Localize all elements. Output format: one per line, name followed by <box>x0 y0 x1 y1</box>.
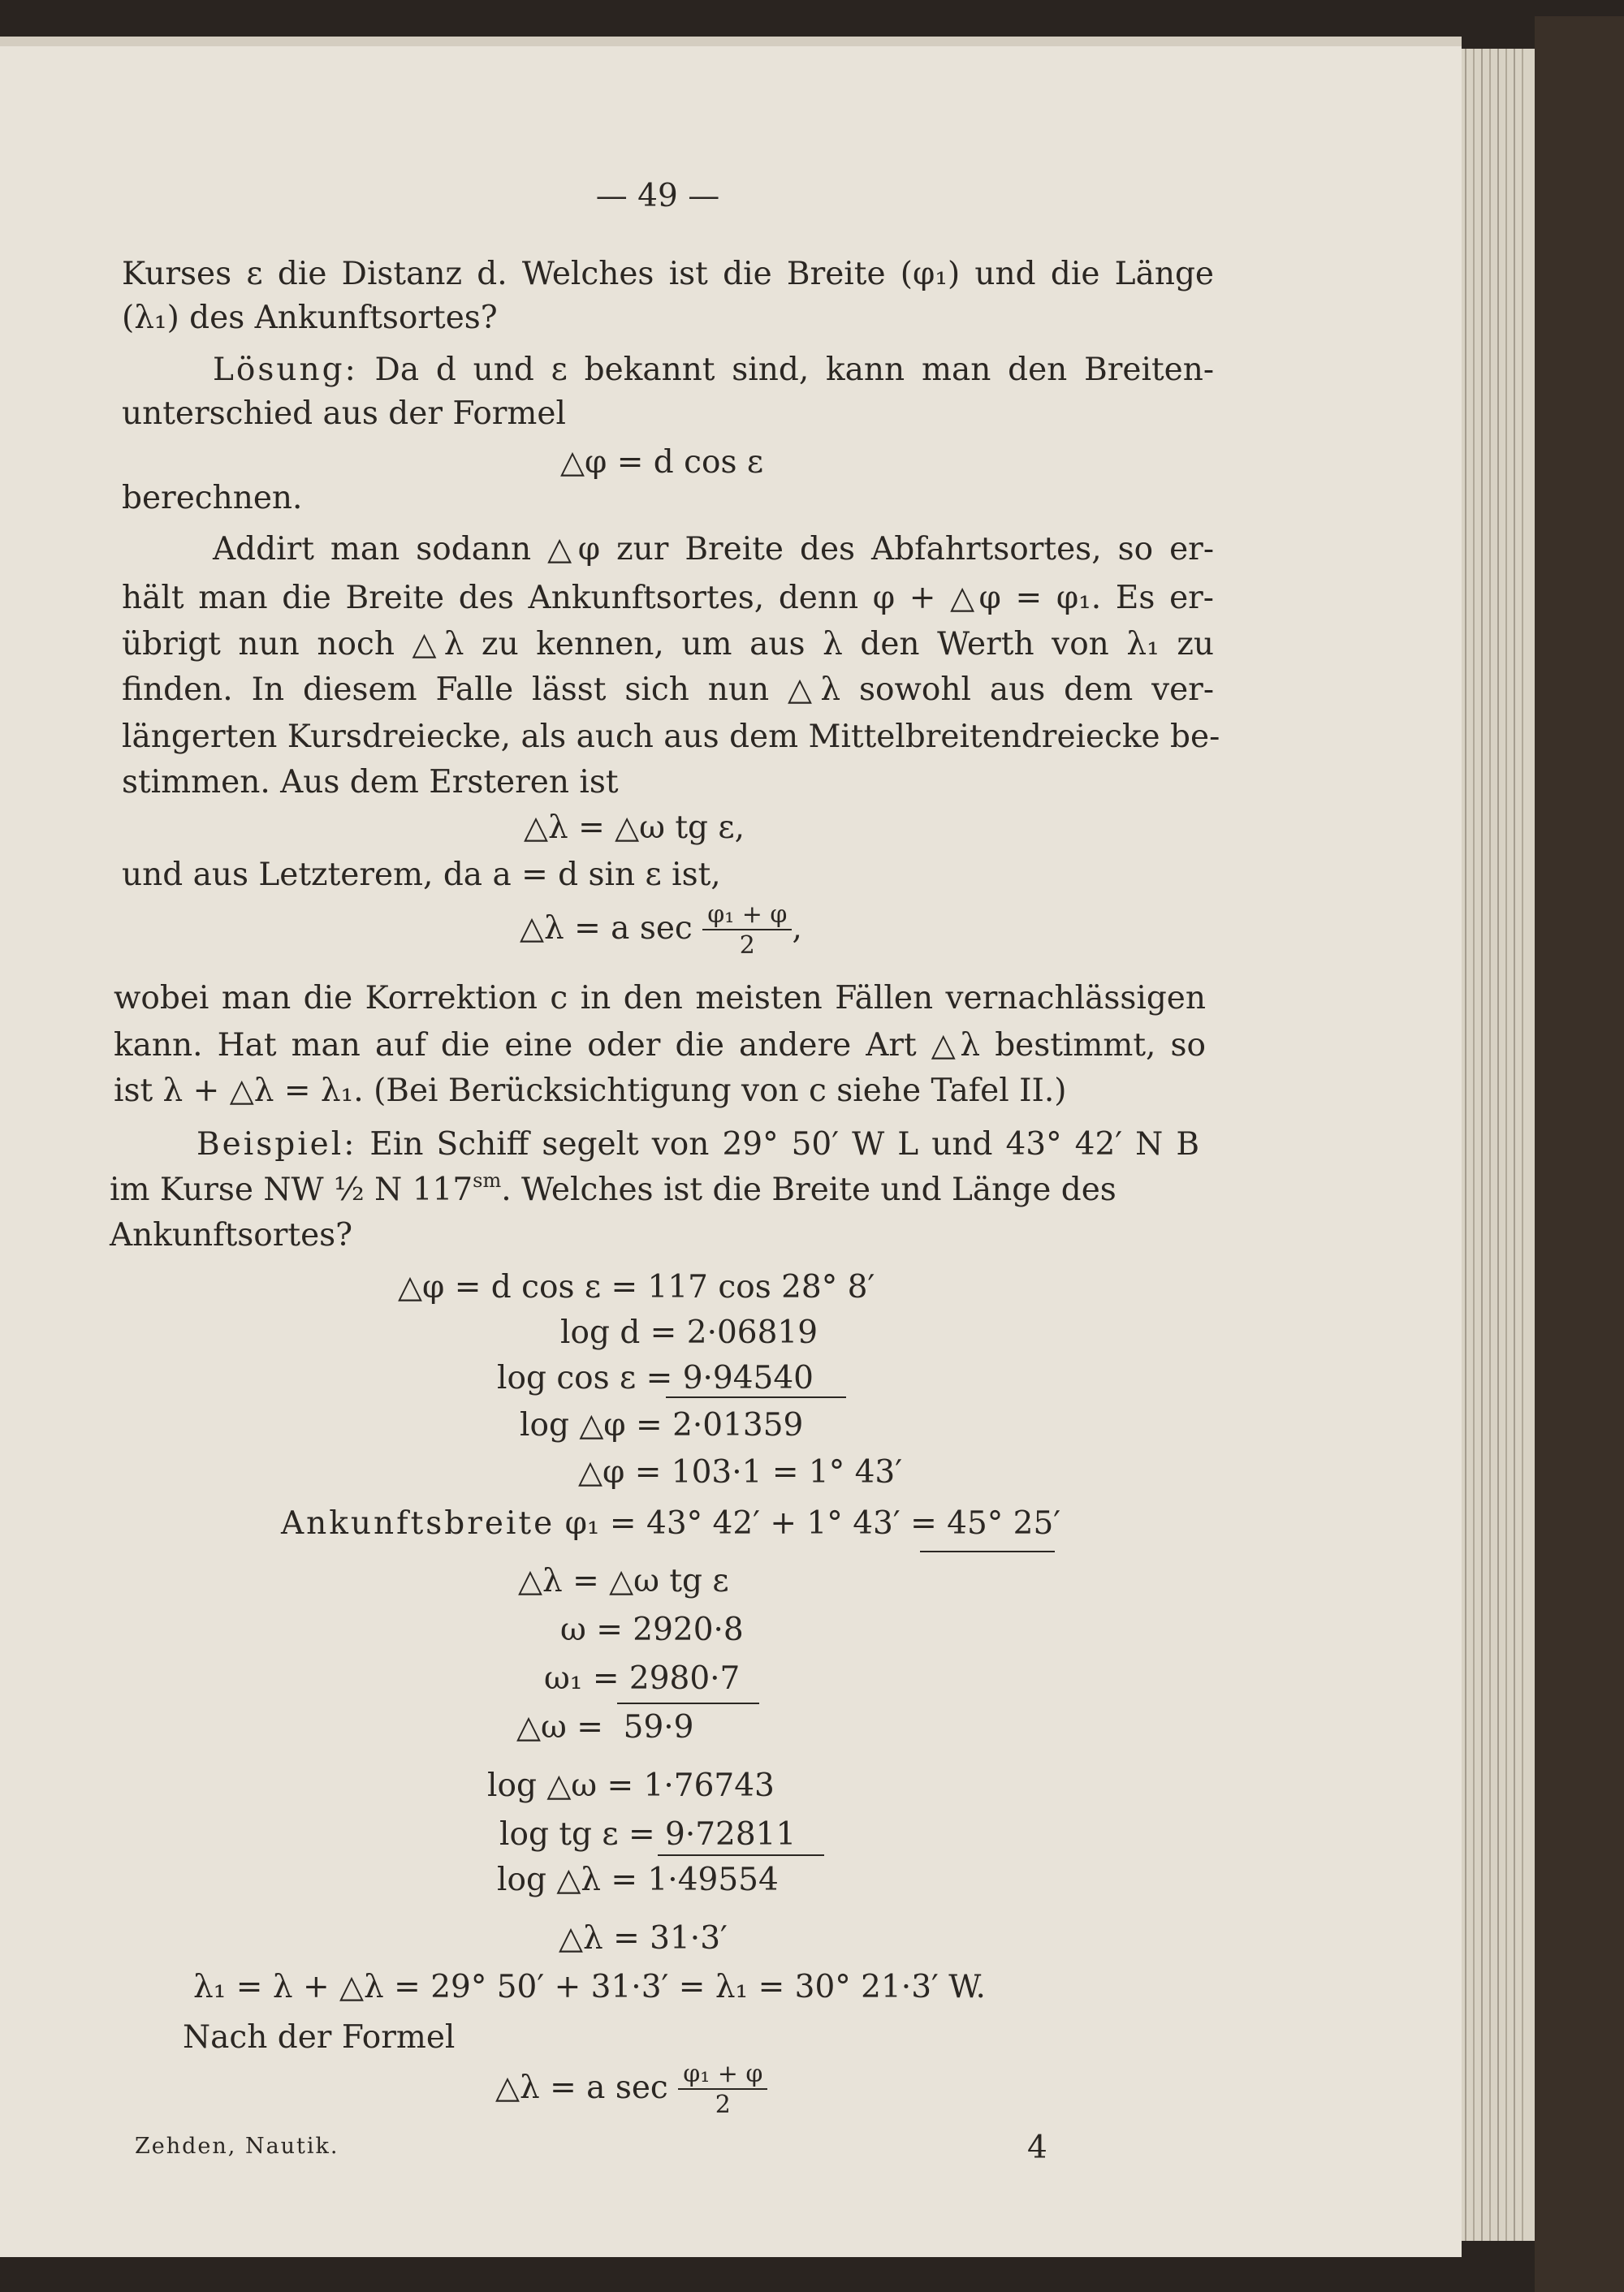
calc-line-4: log △φ = 2·01359 <box>520 1407 804 1444</box>
text-line-10: längerten Kursdreiecke, als auch aus dem Mittelbreitendreiecke be- <box>122 719 1220 755</box>
label-ankunftsbreite: Ankunftsbreite <box>281 1505 555 1542</box>
fraction-2-numerator: φ₁ + φ <box>678 2062 767 2090</box>
result-underline <box>920 1551 1055 1552</box>
calc-line-9: ω₁ = 2980·7 <box>544 1660 741 1697</box>
calc-line-3: log cos ε = 9·94540 <box>497 1360 814 1396</box>
text-line-14: kann. Hat man auf die eine oder die andere Art △λ bestimmt, so <box>114 1027 1206 1064</box>
calc-line-7: △λ = △ω tg ε <box>518 1563 729 1599</box>
calc-line-12: log tg ε = 9·72811 <box>499 1816 797 1853</box>
footer-signature: Zehden, Nautik. <box>135 2134 339 2159</box>
text-line-3 <box>213 354 1214 386</box>
text-line-16 <box>197 1126 1200 1163</box>
text-line-16-rest: Ein Schiff segelt von 29° 50′ W L und 43° 42′ N B <box>369 1126 1200 1163</box>
text-line-1: Kurses ε die Distanz d. Welches ist die Breite (φ₁) und die Länge <box>122 256 1214 292</box>
calc-line-16: Nach der Formel <box>183 2019 456 2056</box>
text-line-9: finden. In diesem Falle lässt sich nun △λ sowohl aus dem ver- <box>122 671 1214 708</box>
text-line-15: ist λ + △λ = λ₁. (Bei Berücksichtigung von c siehe Tafel II.) <box>114 1073 1067 1109</box>
text-line-13: wobei man die Korrektion c in den meisten Fällen vernachlässigen <box>114 980 1206 1017</box>
calc-line-13: log △λ = 1·49554 <box>497 1862 779 1898</box>
page-number-line: — 49 — <box>595 178 720 214</box>
formula-lambda-sec-2-left: △λ = a sec <box>495 2070 668 2106</box>
calc-line-10: △ω = 59·9 <box>516 1709 694 1746</box>
text-line-17 <box>110 1169 1116 1208</box>
fraction <box>702 900 792 960</box>
fraction-denominator: 2 <box>739 931 755 960</box>
fraction-numerator: φ₁ + φ <box>702 903 792 930</box>
calc-line-11: log △ω = 1·76743 <box>487 1768 775 1804</box>
text-line-7: hält man die Breite des Ankunftsortes, denn φ + △φ = φ₁. Es er- <box>122 580 1214 616</box>
formula-lambda-omega: △λ = △ω tg ε, <box>524 809 745 846</box>
calc-line-5: △φ = 103·1 = 1° 43′ <box>578 1454 903 1491</box>
text-line-6: Addirt man sodann △φ zur Breite des Abfahrtsortes, so er- <box>213 531 1214 568</box>
formula-lambda-sec-left: △λ = a sec <box>520 910 693 947</box>
fraction-2 <box>678 2062 767 2117</box>
text-line-4: unterschied aus der Formel <box>122 395 566 432</box>
text-line-11: stimmen. Aus dem Ersteren ist <box>122 764 619 801</box>
formula-lambda-sec-tail: , <box>792 910 802 947</box>
unit-sm: sm <box>473 1169 502 1192</box>
calc-line-1: △φ = d cos ε = 117 cos 28° 8′ <box>398 1269 875 1306</box>
label-loesung: Lösung: <box>213 352 358 388</box>
calc-line-8: ω = 2920·8 <box>560 1612 744 1648</box>
text-line-12: und aus Letzterem, da a = d sin ε ist, <box>122 857 721 893</box>
calc-line-15: λ₁ = λ + △λ = 29° 50′ + 31·3′ = λ₁ = 30° 21·3′ W. <box>193 1969 986 2005</box>
formula-delta-phi: △φ = d cos ε <box>560 444 764 481</box>
sum-rule-3 <box>658 1854 824 1856</box>
sum-rule-1 <box>666 1396 846 1398</box>
calc-line-6-rest: φ₁ = 43° 42′ + 1° 43′ = 45° 25′ <box>564 1505 1061 1542</box>
label-beispiel: Beispiel: <box>197 1126 357 1163</box>
text-line-5: berechnen. <box>122 480 303 516</box>
page-header <box>520 180 796 212</box>
text-line-17-b: . Welches ist die Breite und Länge des <box>501 1172 1116 1208</box>
calc-line-14: △λ = 31·3′ <box>559 1920 728 1957</box>
text-line-3-rest: Da d und ε bekannt sind, kann man den Breiten- <box>374 352 1214 388</box>
text-line-2: (λ₁) des Ankunftsortes? <box>122 300 498 336</box>
formula-lambda-sec <box>520 900 802 960</box>
text-line-18: Ankunftsortes? <box>110 1217 353 1254</box>
formula-lambda-sec-2 <box>495 2062 767 2117</box>
text-line-8: übrigt nun noch △λ zu kennen, um aus λ den Werth von λ₁ zu <box>122 626 1214 663</box>
footer-sheet-number: 4 <box>1027 2130 1047 2166</box>
fraction-2-denominator: 2 <box>715 2091 731 2119</box>
calc-line-6 <box>281 1505 1061 1542</box>
text-line-17-a: im Kurse NW ½ N 117 <box>110 1172 473 1208</box>
sum-rule-2 <box>617 1703 759 1704</box>
calc-line-2: log d = 2·06819 <box>560 1314 818 1351</box>
